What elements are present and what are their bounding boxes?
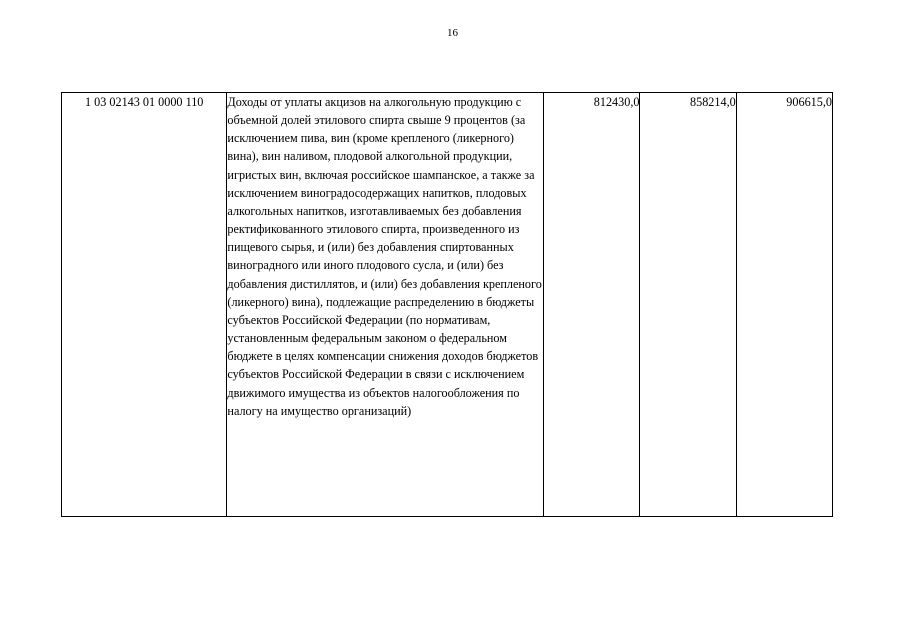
revenue-code-cell: 1 03 02143 01 0000 110 — [62, 93, 227, 517]
amount-year-1-cell: 812430,0 — [544, 93, 640, 517]
amount-year-3-cell: 906615,0 — [736, 93, 832, 517]
amount-year-2-cell: 858214,0 — [640, 93, 736, 517]
revenue-description-cell: Доходы от уплаты акцизов на алкогольную продукцию с объемной долей этилового спирта свыше 9 процентов (за исключением пива, вин (кроме крепленого (ликерного) вина), вин наливом, плодовой алкогольной продукции, игристых вин, включая российское шампанское, а также за исключением виноградосодержащих напитков, плодовых алкогольных напитков, изготавливаемых без добавления ректификованного этилового спирта, произведенного из пищевого сырья, и (или) без добавления спиртованных виноградного или иного плодового сусла, и (или) без добавления дистиллятов, и (или) без добавления крепленого (ликерного) вина), подлежащие распределению в бюджеты субъектов Российской Федерации (по нормативам, установленным федеральным законом о федеральном бюджете в целях компенсации снижения доходов бюджетов субъектов Российской Федерации в связи с исключением движимого имущества из объектов налогообложения по налогу на имущество организаций) — [227, 93, 544, 517]
budget-revenue-table — [61, 92, 833, 517]
page-number: 16 — [447, 27, 458, 39]
table-row — [62, 93, 833, 517]
